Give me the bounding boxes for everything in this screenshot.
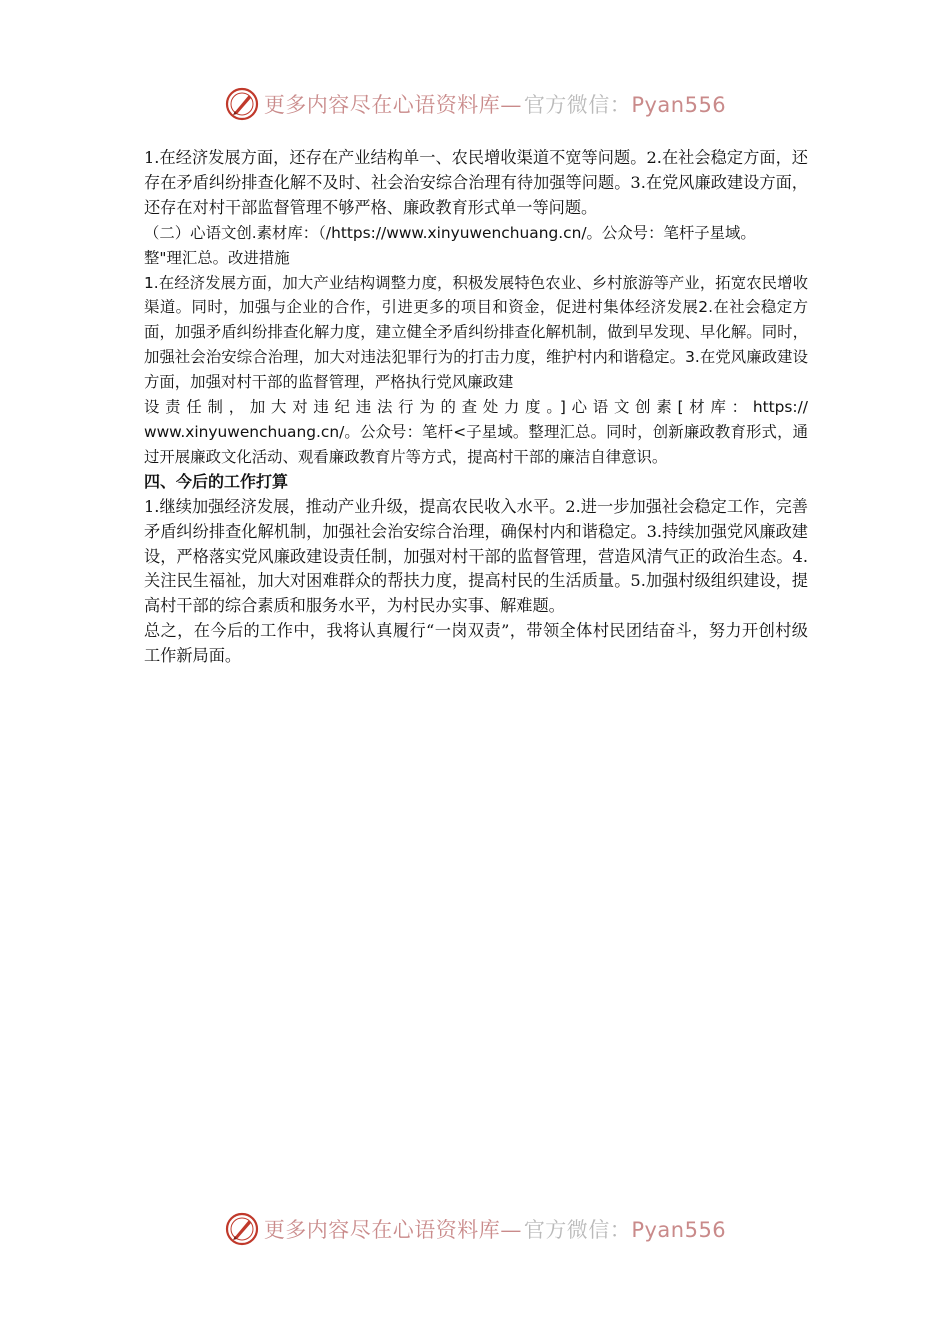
watermark-wechat-id: Pyan556 <box>631 93 727 117</box>
document-body <box>144 146 808 669</box>
paragraph-measures-part1: 1.在经济发展方面，加大产业结构调整力度，积极发展特色农业、乡村旅游等产业，拓宽农民增收渠道。同时，加强与企业的合作，引进更多的项目和资金，促进村集体经济发展2.在社会稳定方面，加强矛盾纠纷排查化解力度，建立健全矛盾纠纷排查化解机制，做到早发现、早化解。同时，加强社会治安综合治理，加大对违法犯罪行为的打击力度，维护村内和谐稳定。3.在党风廉政建设方面，加强对村干部的监督管理，严格执行党风廉政建 <box>144 273 808 392</box>
watermark-main: 更多内容尽在心语资料库 <box>263 1218 501 1242</box>
watermark-wechat-id: Pyan556 <box>631 1218 727 1242</box>
watermark-text <box>264 89 726 119</box>
quill-logo-icon <box>224 1211 260 1247</box>
watermark-contact-label: 官方微信： <box>523 1218 632 1242</box>
footer-watermark <box>0 1209 950 1249</box>
quill-logo-icon <box>224 86 260 122</box>
watermark-contact-label: 官方微信： <box>523 93 632 117</box>
paragraph-section2-title-line1: （二）心语文创.素材库：（/https://www.xinyuwenchuang.cn/。公众号：笔杆子星域。 <box>144 223 756 242</box>
watermark-separator: — <box>500 1218 522 1242</box>
watermark-main: 更多内容尽在心语资料库 <box>263 93 501 117</box>
section4-heading: 四、今后的工作打算 <box>144 471 289 491</box>
paragraph-measures-part2: www.xinyuwenchuang.cn/。公众号：笔杆<子星域。整理汇总。同时，创新廉政教育形式，通过开展廉政文化活动、观看廉政教育片等方式，提高村干部的廉洁自律意识。 <box>144 422 808 466</box>
watermark-separator: — <box>500 93 522 117</box>
watermark-text <box>264 1214 726 1244</box>
header-watermark <box>0 84 950 124</box>
paragraph-problems: 1.在经济发展方面，还存在产业结构单一、农民增收渠道不宽等问题。2.在社会稳定方面，还存在矛盾纠纷排查化解不及时、社会治安综合治理有待加强等问题。3.在党风廉政建设方面，还存在对村干部监督管理不够严格、廉政教育形式单一等问题。 <box>144 148 808 217</box>
paragraph-future-plans: 1.继续加强经济发展，推动产业升级，提高农民收入水平。2.进一步加强社会稳定工作，完善矛盾纠纷排查化解机制，加强社会治安综合治理，确保村内和谐稳定。3.持续加强党风廉政建设，严格落实党风廉政建设责任制，加强对村干部的监督管理，营造风清气正的政治生态。4.关注民生福祉，加大对困难群众的帮扶力度，提高村民的生活质量。5.加强村级组织建设，提高村干部的综合素质和服务水平，为村民办实事、解难题。 <box>144 496 808 616</box>
paragraph-conclusion: 总之，在今后的工作中，我将认真履行“一岗双责”，带领全体村民团结奋斗，努力开创村级工作新局面。 <box>144 621 808 666</box>
paragraph-section2-title-line2: 整"理汇总。改进措施 <box>144 248 290 267</box>
paragraph-measures <box>144 271 808 470</box>
paragraph-measures-spread-line: 设责任制，加大对违纪违法行为的查处力度。]心语文创素[材库：https:// <box>144 398 808 417</box>
